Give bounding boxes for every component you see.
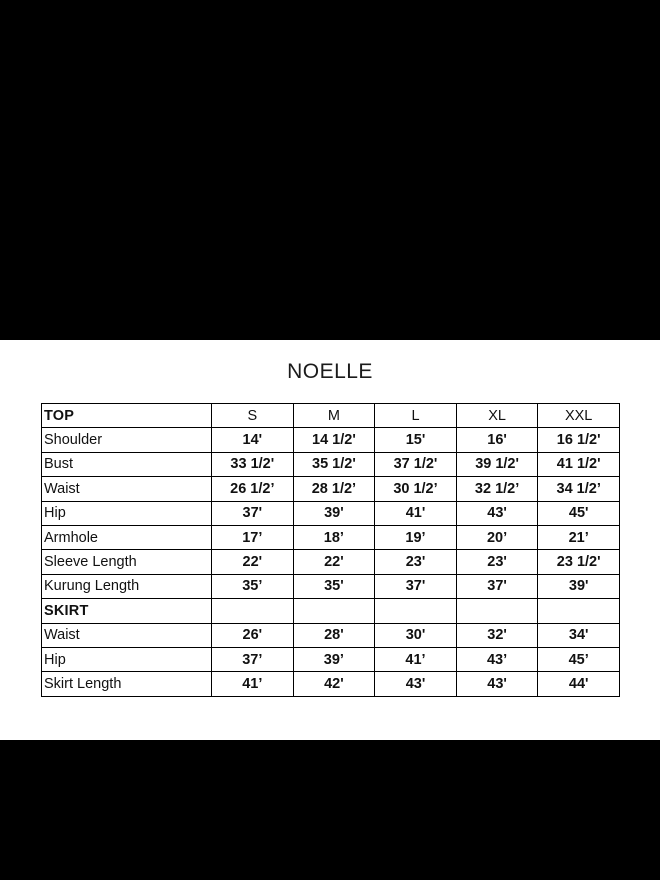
table-row (42, 647, 620, 671)
cell-value: 32' (456, 623, 538, 647)
row-label: Waist (42, 477, 212, 501)
section-label-top: TOP (42, 404, 212, 428)
cell-value: 35' (293, 574, 375, 598)
cell-value: 43' (456, 501, 538, 525)
cell-value: 42' (293, 672, 375, 696)
row-label: Sleeve Length (42, 550, 212, 574)
size-chart-sheet (0, 340, 660, 740)
row-label: Skirt Length (42, 672, 212, 696)
row-label: Armhole (42, 525, 212, 549)
cell-value: 26 1/2’ (212, 477, 294, 501)
empty-cell (538, 599, 620, 623)
cell-value: 44' (538, 672, 620, 696)
cell-value: 41 1/2' (538, 452, 620, 476)
cell-value: 37’ (212, 647, 294, 671)
cell-value: 22' (293, 550, 375, 574)
cell-value: 23' (375, 550, 457, 574)
column-header-l: L (375, 404, 457, 428)
cell-value: 45' (538, 501, 620, 525)
empty-cell (293, 599, 375, 623)
table-row (42, 477, 620, 501)
cell-value: 37' (375, 574, 457, 598)
cell-value: 23' (456, 550, 538, 574)
cell-value: 17’ (212, 525, 294, 549)
empty-cell (375, 599, 457, 623)
cell-value: 39’ (293, 647, 375, 671)
cell-value: 28 1/2’ (293, 477, 375, 501)
empty-cell (212, 599, 294, 623)
cell-value: 43' (456, 672, 538, 696)
cell-value: 43’ (456, 647, 538, 671)
cell-value: 45’ (538, 647, 620, 671)
column-header-m: M (293, 404, 375, 428)
cell-value: 15' (375, 428, 457, 452)
cell-value: 30 1/2’ (375, 477, 457, 501)
cell-value: 26' (212, 623, 294, 647)
cell-value: 41' (375, 501, 457, 525)
cell-value: 32 1/2’ (456, 477, 538, 501)
cell-value: 39' (293, 501, 375, 525)
cell-value: 30' (375, 623, 457, 647)
page-title: NOELLE (287, 360, 373, 383)
empty-cell (456, 599, 538, 623)
section-label-skirt: SKIRT (42, 599, 212, 623)
row-label: Waist (42, 623, 212, 647)
column-header-s: S (212, 404, 294, 428)
row-label: Shoulder (42, 428, 212, 452)
cell-value: 33 1/2' (212, 452, 294, 476)
cell-value: 34' (538, 623, 620, 647)
cell-value: 14' (212, 428, 294, 452)
cell-value: 20’ (456, 525, 538, 549)
cell-value: 19’ (375, 525, 457, 549)
cell-value: 39 1/2' (456, 452, 538, 476)
row-label: Kurung Length (42, 574, 212, 598)
cell-value: 21’ (538, 525, 620, 549)
cell-value: 37 1/2' (375, 452, 457, 476)
table-row (42, 672, 620, 696)
cell-value: 22' (212, 550, 294, 574)
cell-value: 34 1/2’ (538, 477, 620, 501)
cell-value: 14 1/2' (293, 428, 375, 452)
table-section-row (42, 599, 620, 623)
cell-value: 37' (456, 574, 538, 598)
size-chart-table-wrapper (41, 403, 619, 697)
table-row (42, 525, 620, 549)
table-row (42, 550, 620, 574)
row-label: Hip (42, 647, 212, 671)
cell-value: 35 1/2' (293, 452, 375, 476)
cell-value: 16' (456, 428, 538, 452)
cell-value: 35’ (212, 574, 294, 598)
cell-value: 41’ (212, 672, 294, 696)
cell-value: 43' (375, 672, 457, 696)
row-label: Bust (42, 452, 212, 476)
cell-value: 39' (538, 574, 620, 598)
cell-value: 37' (212, 501, 294, 525)
cell-value: 18’ (293, 525, 375, 549)
table-row (42, 623, 620, 647)
table-row (42, 574, 620, 598)
table-row (42, 501, 620, 525)
cell-value: 16 1/2' (538, 428, 620, 452)
column-header-xl: XL (456, 404, 538, 428)
table-header-row (42, 404, 620, 428)
cell-value: 28' (293, 623, 375, 647)
row-label: Hip (42, 501, 212, 525)
cell-value: 23 1/2' (538, 550, 620, 574)
column-header-xxl: XXL (538, 404, 620, 428)
size-chart-table (41, 403, 620, 697)
table-row (42, 428, 620, 452)
cell-value: 41’ (375, 647, 457, 671)
table-row (42, 452, 620, 476)
